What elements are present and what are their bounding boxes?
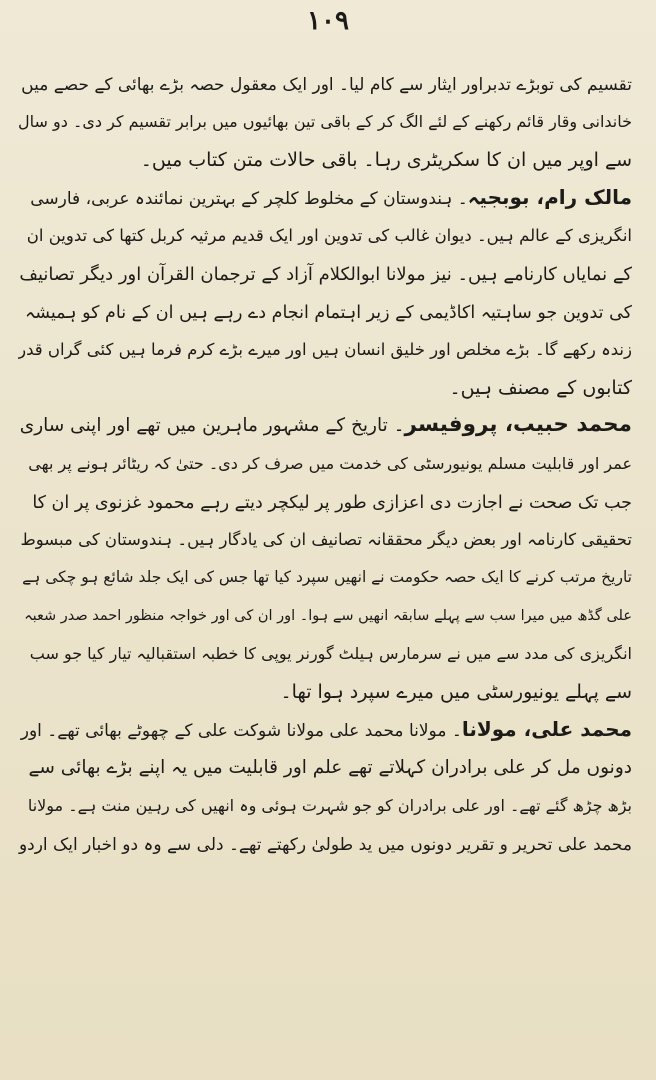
page-number: ١٠٩ (307, 6, 349, 36)
line-text: تقسیم کی توبڑے تدبراور ایثار سے کام لیا۔ اور ایک معقول حصہ بڑے بھائی کے حصے میں (21, 75, 632, 95)
line-text: تحقیقی کارنامہ اور بعض دیگر محققانہ تصانیف ان کی یادگار ہیں۔ ہندوستان کی مبسوط (20, 530, 632, 549)
text-line (18, 824, 632, 862)
text-line (18, 216, 632, 254)
line-text: عمر اور قابلیت مسلم یونیورسٹی کی خدمت میں صرف کر دی۔ حتیٰ کہ ریٹائر ہونے پر بھی (28, 454, 632, 473)
text-line (18, 482, 632, 520)
text-line (18, 292, 632, 330)
text-line (18, 444, 632, 482)
line-text: انگریزی کے عالم ہیں۔ دیوان غالب کی تدوین اور ایک قدیم مرثیہ کربل کتھا کی تدوین ان (26, 226, 632, 245)
text-line (18, 786, 632, 824)
line-text: سے پہلے یونیورسٹی میں میرے سپرد ہوا تھا۔ (280, 681, 632, 703)
line-text: سے اوپر میں ان کا سکریٹری رہا۔ باقی حالات متن کتاب میں۔ (140, 149, 632, 171)
line-text: ۔ تاریخ کے مشہور ماہرین میں تھے اور اپنی ساری (19, 415, 405, 436)
entry-heading: مالک رام، بوبجیہ (467, 185, 632, 209)
line-text: انگریزی کی مدد سے میں نے سرمارس ہیلٹ گورنر یوپی کا خطبہ استقبالیہ تیار کیا جو سب (29, 644, 632, 663)
line-text: علی گڈھ میں میرا سب سے پہلے سابقہ انھیں سے ہوا۔ اور ان کی اور خواجہ منظور احمد صدر شعبہ (24, 608, 632, 624)
page-body (18, 64, 632, 862)
text-line (18, 596, 632, 634)
text-line (18, 406, 632, 444)
text-line (18, 254, 632, 292)
line-text: جب تک صحت نے اجازت دی اعزازی طور پر لیکچر دیتے رہے محمود غزنوی پر ان کا (32, 493, 632, 513)
entry-heading: محمد علی، مولانا (461, 717, 632, 741)
line-text: کتابوں کے مصنف ہیں۔ (449, 377, 632, 399)
text-line (18, 634, 632, 672)
text-line (18, 558, 632, 596)
text-line (18, 748, 632, 786)
text-line (18, 520, 632, 558)
text-line (18, 178, 632, 216)
text-line (18, 140, 632, 178)
text-line (18, 64, 632, 102)
line-text: کی تدوین جو ساہتیہ اکاڈیمی کے زیر اہتمام انجام دے رہے ہیں ان کے نام کو ہمیشہ (25, 303, 632, 323)
text-line (18, 710, 632, 748)
text-line (18, 330, 632, 368)
text-line (18, 368, 632, 406)
line-text: بڑھ چڑھ گئے تھے۔ اور علی برادران کو جو شہرت ہوئی وہ انھیں کی رہین منت ہے۔ مولانا (27, 796, 632, 815)
entry-heading: محمد حبیب، پروفیسر (404, 412, 632, 437)
line-text: کے نمایاں کارنامے ہیں۔ نیز مولانا ابوالکلام آزاد کے ترجمان القرآن اور دیگر تصانیف (19, 264, 632, 285)
line-text: محمد علی تحریر و تقریر دونوں میں ید طولیٰ رکھتے تھے۔ دلی سے وہ دو اخبار ایک اردو (18, 835, 632, 855)
line-text: خاندانی وقار قائم رکھنے کے لئے الگ کر کے باقی تین بھائیوں میں برابر تقسیم کر دی۔ دو سال (18, 112, 632, 131)
text-line (18, 102, 632, 140)
line-text: زندہ رکھے گا۔ بڑے مخلص اور خلیق انسان ہیں اور میرے بڑے کرم فرما ہیں کئی گراں قدر (18, 340, 632, 359)
line-text: ۔ مولانا محمد علی مولانا شوکت علی کے چھوٹے بھائی تھے۔ اور (20, 721, 462, 741)
text-line (18, 672, 632, 710)
line-text: ۔ ہندوستان کے مخلوط کلچر کے بہترین نمائندہ عربی، فارسی (30, 189, 468, 209)
line-text: دونوں مل کر علی برادران کہلاتے تھے علم اور قابلیت میں یہ اپنے بڑے بھائی سے (28, 757, 632, 778)
line-text: تاریخ مرتب کرنے کا ایک حصہ حکومت نے انھیں سپرد کیا تھا جس کی ایک جلد شائع ہو چکی ہے (22, 568, 632, 586)
